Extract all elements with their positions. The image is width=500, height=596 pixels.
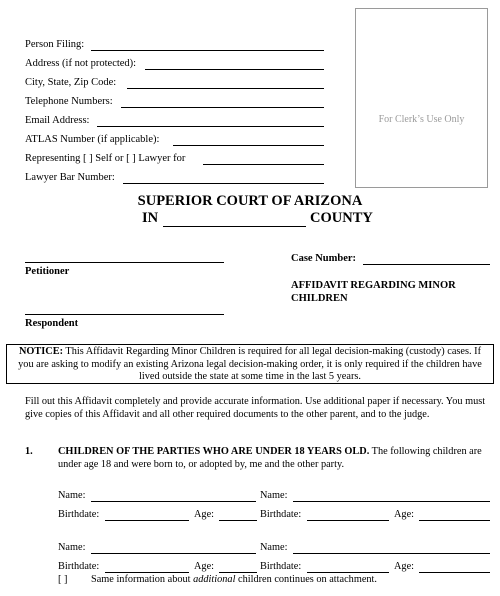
child2-name-field[interactable] <box>293 501 490 502</box>
case-number-label: Case Number: <box>291 253 357 264</box>
child2-birthdate-field[interactable] <box>307 520 389 521</box>
section1-heading: CHILDREN OF THE PARTIES WHO ARE UNDER 18 YEARS OLD. <box>58 446 370 457</box>
child3-name-label: Name: <box>58 542 86 553</box>
child4-name-label: Name: <box>260 542 288 553</box>
lawyer-bar-label: Lawyer Bar Number: <box>25 172 115 183</box>
notice-box <box>6 344 494 384</box>
telephone-field[interactable] <box>121 107 324 108</box>
email-label: Email Address: <box>25 115 90 126</box>
child3-birthdate-field[interactable] <box>105 572 189 573</box>
address-field[interactable] <box>145 69 324 70</box>
respondent-label: Respondent <box>25 318 79 329</box>
attachment-text-before: Same information about <box>91 574 191 585</box>
representing-label: Representing [ ] Self or [ ] Lawyer for <box>25 153 186 164</box>
atlas-number-label: ATLAS Number (if applicable): <box>25 134 160 145</box>
attachment-text-italic: additional <box>193 574 236 585</box>
doc-title-line1: AFFIDAVIT REGARDING MINOR <box>291 280 456 291</box>
attachment-text <box>91 574 377 585</box>
court-in-label: IN <box>142 210 159 226</box>
clerk-use-box <box>355 8 488 188</box>
city-state-zip-label: City, State, Zip Code: <box>25 77 117 88</box>
telephone-label: Telephone Numbers: <box>25 96 113 107</box>
email-field[interactable] <box>97 126 324 127</box>
child1-age-label: Age: <box>194 509 215 520</box>
doc-title-line2: CHILDREN <box>291 292 348 304</box>
petitioner-field[interactable] <box>25 262 224 263</box>
atlas-number-field[interactable] <box>173 145 324 146</box>
child4-birthdate-field[interactable] <box>307 572 389 573</box>
court-title: SUPERIOR COURT OF ARIZONA <box>137 193 363 209</box>
child1-age-field[interactable] <box>219 520 257 521</box>
child2-age-label: Age: <box>394 509 415 520</box>
county-label: COUNTY <box>310 210 373 226</box>
petitioner-label: Petitioner <box>25 266 70 277</box>
person-filing-field[interactable] <box>91 50 324 51</box>
attachment-text-after: children continues on attachment. <box>238 574 377 585</box>
notice-text: This Affidavit Regarding Minor Children is required for all legal decision-making (custody) cases. If you are asking to modify an existing Arizona legal decision-making order, it is only required if the children have lived outside the state at some time in the last 5 years. <box>18 346 482 382</box>
clerk-use-label: For Clerk’s Use Only <box>378 114 465 125</box>
person-filing-label: Person Filing: <box>25 39 85 50</box>
child1-name-field[interactable] <box>91 501 256 502</box>
section-number: 1. <box>25 446 33 457</box>
lawyer-bar-field[interactable] <box>123 183 324 184</box>
child4-age-field[interactable] <box>419 572 490 573</box>
attachment-checkbox[interactable]: [ ] <box>58 574 68 585</box>
child4-age-label: Age: <box>394 561 415 572</box>
child1-birthdate-field[interactable] <box>105 520 189 521</box>
case-number-field[interactable] <box>363 264 490 265</box>
lawyer-for-field[interactable] <box>203 164 324 165</box>
child3-age-field[interactable] <box>219 572 257 573</box>
doc-title <box>291 280 456 305</box>
child2-age-field[interactable] <box>419 520 490 521</box>
child3-birthdate-label: Birthdate: <box>58 561 100 572</box>
child1-birthdate-label: Birthdate: <box>58 509 100 520</box>
instructions-text: Fill out this Affidavit completely and provide accurate information. Use additional paper if necessary. You must give copies of this Affidavit and all other required documents to the other parent, and to the judge. <box>25 396 486 420</box>
respondent-field[interactable] <box>25 314 224 315</box>
section1-text <box>58 446 490 471</box>
county-field[interactable] <box>163 226 306 227</box>
child2-name-label: Name: <box>260 490 288 501</box>
notice-label: NOTICE: <box>18 346 64 357</box>
child3-age-label: Age: <box>194 561 215 572</box>
city-state-zip-field[interactable] <box>127 88 324 89</box>
address-label: Address (if not protected): <box>25 58 137 69</box>
child1-name-label: Name: <box>58 490 86 501</box>
child2-birthdate-label: Birthdate: <box>260 509 302 520</box>
child4-name-field[interactable] <box>293 553 490 554</box>
child3-name-field[interactable] <box>91 553 256 554</box>
section1-description: The following children are under age 18 and were born to, or adopted by, me and the other party. <box>58 446 482 470</box>
child4-birthdate-label: Birthdate: <box>260 561 302 572</box>
